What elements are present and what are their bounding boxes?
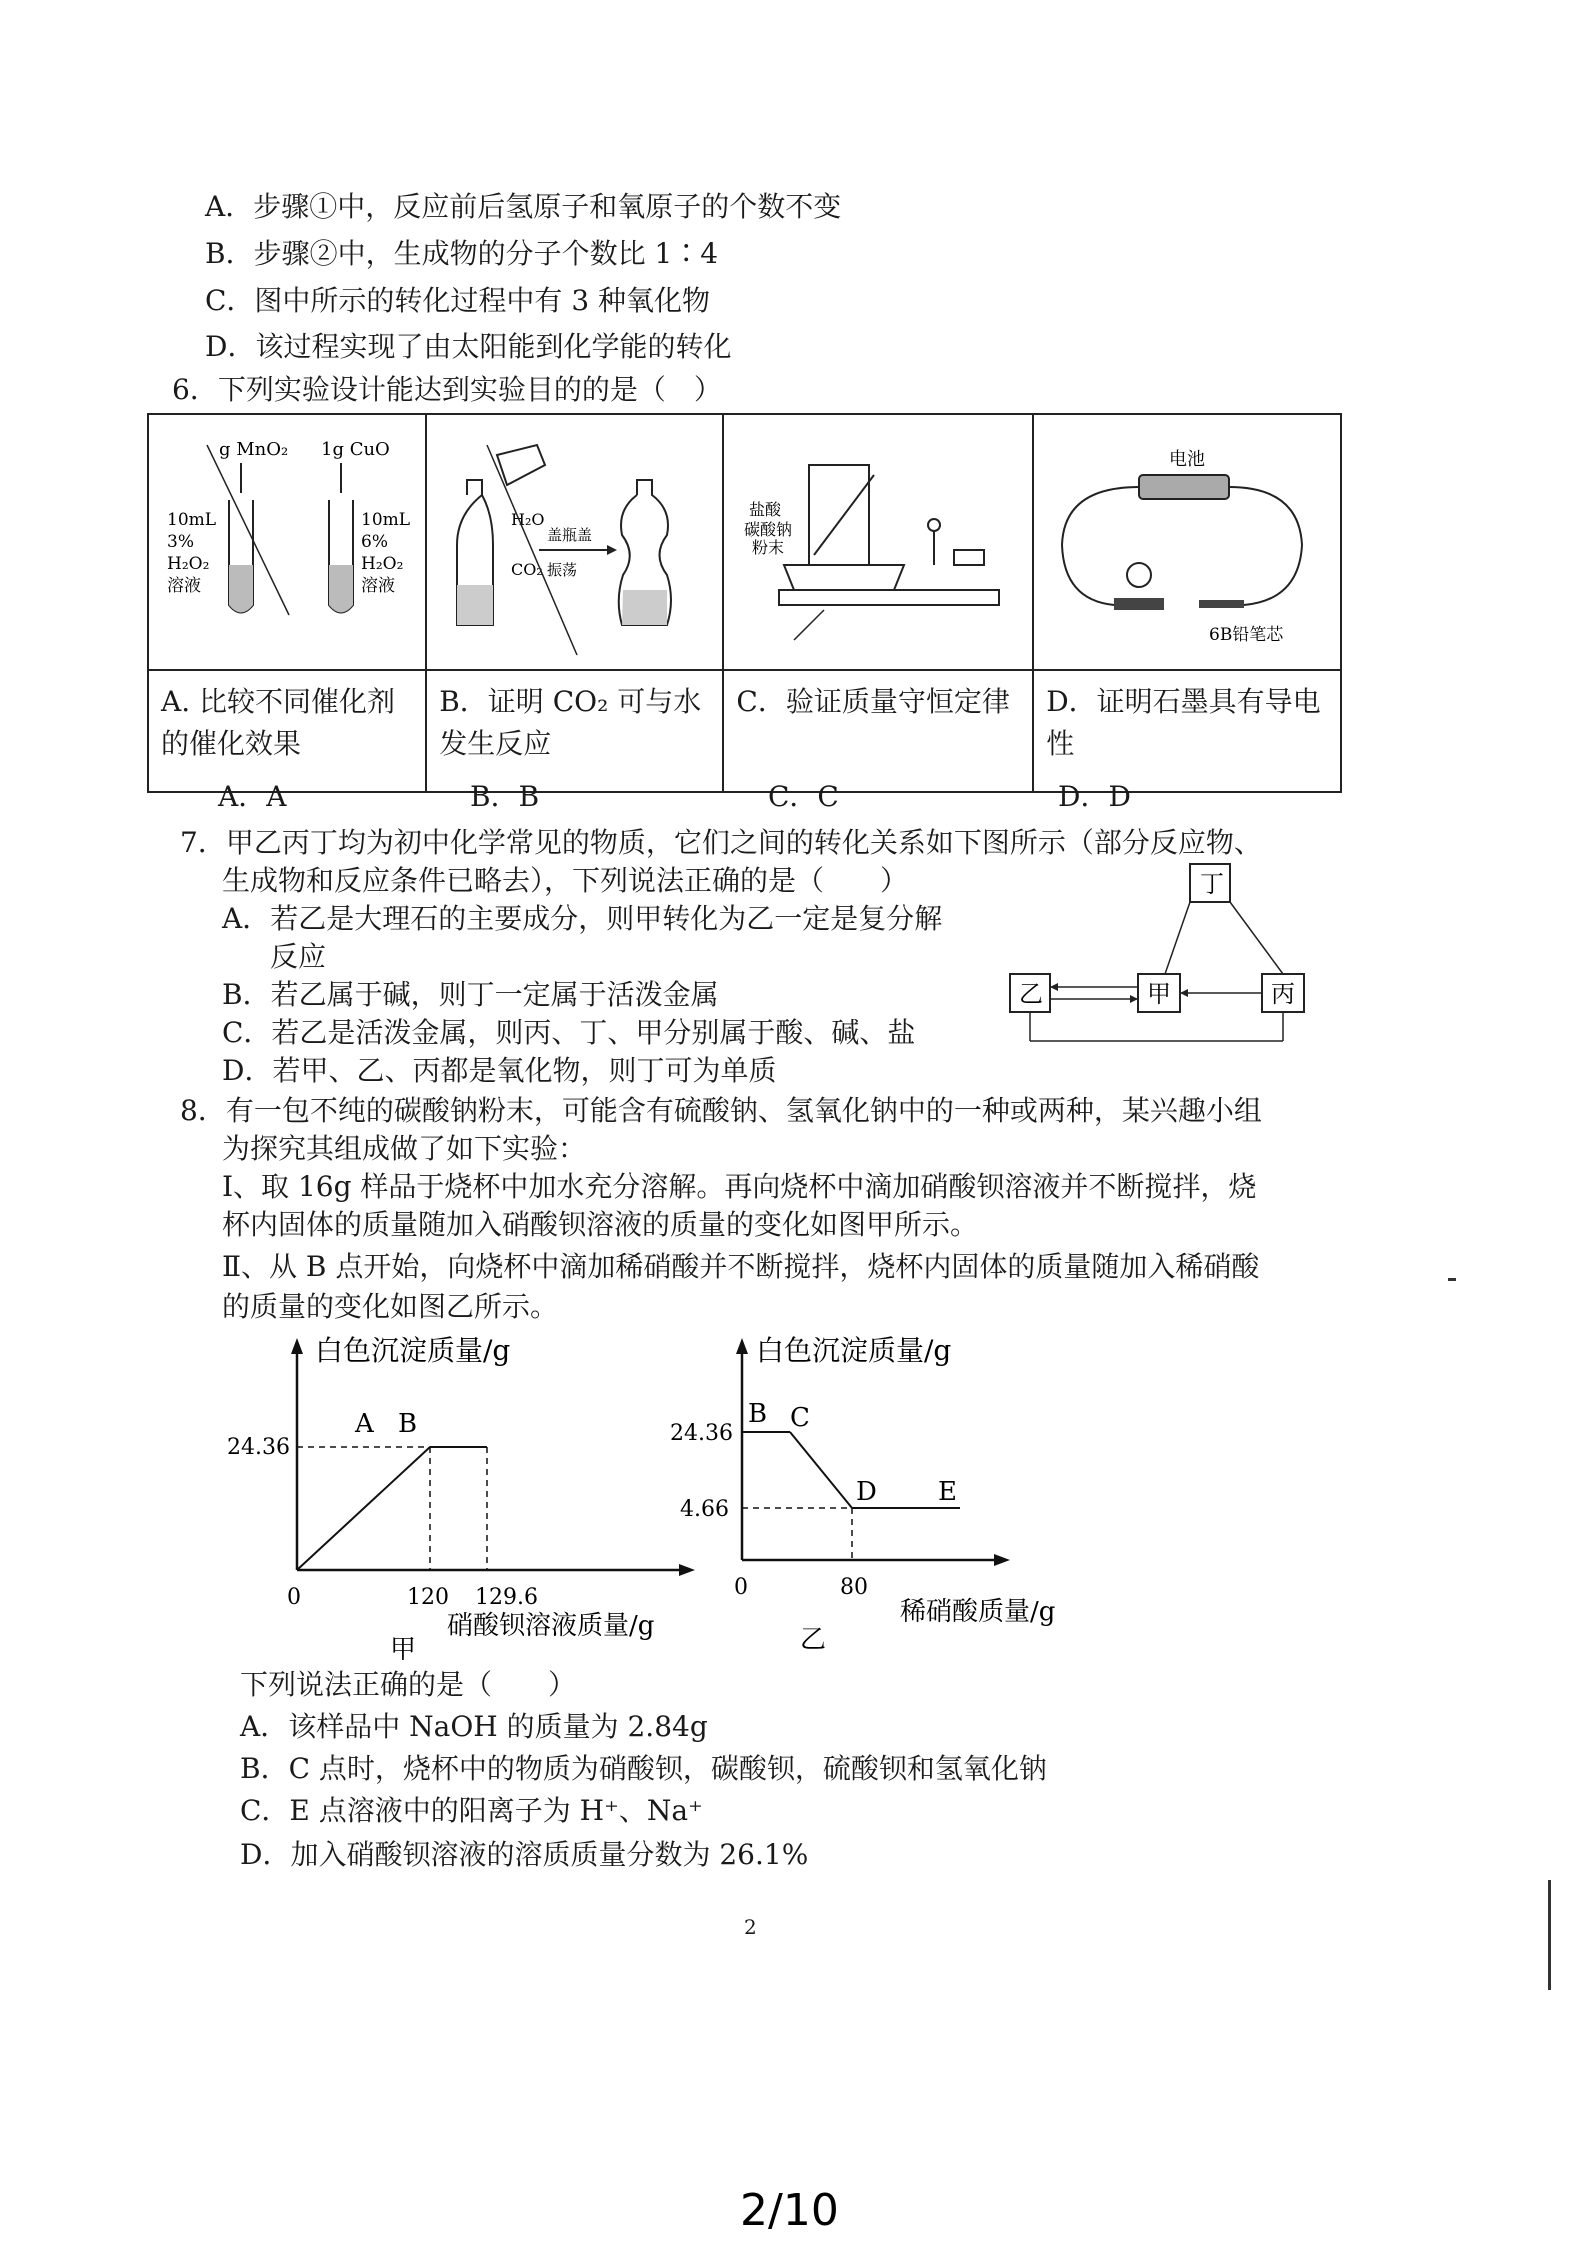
graph-yi-point-d: D	[856, 1477, 877, 1507]
fig-a-left-desc-3: 溶液	[167, 576, 201, 596]
q8-stem-line-2: 为探究其组成做了如下实验：	[222, 1132, 587, 1165]
fig-a-label-right: 1g CuO	[321, 439, 390, 460]
graph-jia-point-a: A	[355, 1409, 374, 1439]
fig-a-left-desc-0: 10mL	[167, 510, 217, 530]
graph-jia	[215, 1330, 715, 1660]
q8-option-c: C．E 点溶液中的阳离子为 H⁺、Na⁺	[240, 1794, 703, 1827]
node-yi: 乙	[1019, 980, 1043, 1008]
node-bing: 丙	[1271, 980, 1295, 1008]
q6-stem: 6．下列实验设计能达到实验目的的是（ ）	[172, 373, 722, 406]
q8-stem-line-5: Ⅱ、从 B 点开始，向烧杯中滴加稀硝酸并不断搅拌，烧杯内固体的质量随加入稀硝酸	[222, 1250, 1260, 1283]
graph-yi-point-b: B	[748, 1399, 768, 1429]
scan-dot-mark	[1448, 1278, 1456, 1281]
fig-c-powder-1: 碳酸钠	[744, 520, 793, 539]
graph-jia-ylabel: 白色沉淀质量/g	[315, 1334, 511, 1367]
q6-caption-c: C．验证质量守恒定律	[723, 670, 1033, 792]
graph-yi-point-e: E	[938, 1477, 957, 1507]
fig-b-h2o: H₂O	[511, 510, 545, 529]
q6-choice-b: B．B	[470, 780, 540, 813]
q7-relationship-diagram	[1000, 856, 1320, 1066]
q7-option-b: B．若乙属于碱，则丁一定属于活泼金属	[222, 978, 719, 1011]
fig-c-balance	[723, 414, 1033, 670]
q8-option-b: B．C 点时，烧杯中的物质为硝酸钡，碳酸钡，硫酸钡和氢氧化钠	[240, 1752, 1047, 1785]
graph-jia-y-tick: 24.36	[227, 1435, 290, 1460]
graph-jia-xlabel: 硝酸钡溶液质量/g	[447, 1611, 655, 1641]
q7-option-c: C．若乙是活泼金属，则丙、丁、甲分别属于酸、碱、盐	[222, 1016, 916, 1049]
fig-d-pencil: 6B铅笔芯	[1209, 625, 1284, 645]
q7-stem-line-2: 生成物和反应条件已略去），下列说法正确的是（ ）	[222, 864, 909, 897]
q6-experiment-table	[147, 413, 1342, 793]
fig-a-right-desc-0: 10mL	[361, 510, 411, 530]
fig-d-circuit	[1033, 414, 1341, 670]
fig-a-right-desc-2: H₂O₂	[361, 554, 404, 574]
fig-a-catalyst	[148, 414, 426, 670]
q8-ask: 下列说法正确的是（ ）	[240, 1668, 577, 1701]
node-jia: 甲	[1147, 980, 1171, 1008]
q7-stem-line-1: 7．甲乙丙丁均为初中化学常见的物质，它们之间的转化关系如下图所示（部分反应物、	[180, 826, 1262, 859]
q8-stem-line-6: 的质量的变化如图乙所示。	[222, 1290, 559, 1323]
graph-yi-x-tick-80: 80	[840, 1575, 868, 1600]
q6-caption-b: B．证明 CO₂ 可与水发生反应	[426, 670, 723, 792]
page-number: 2	[744, 1915, 757, 1939]
fig-b-cap: 盖瓶盖	[547, 526, 593, 544]
q7-option-d: D．若甲、乙、丙都是氧化物，则丁可为单质	[222, 1054, 777, 1087]
graph-jia-point-b: B	[398, 1409, 418, 1439]
graph-yi-y-tick-high: 24.36	[670, 1421, 733, 1446]
q8-option-a: A．该样品中 NaOH 的质量为 2.84g	[240, 1710, 708, 1743]
q6-caption-d: D．证明石墨具有导电性	[1033, 670, 1341, 792]
graph-yi-point-c: C	[790, 1403, 810, 1433]
q5-option-d: D．该过程实现了由太阳能到化学能的转化	[205, 330, 732, 363]
node-ding: 丁	[1200, 870, 1224, 898]
q6-caption-a: A. 比较不同催化剂的催化效果	[148, 670, 426, 792]
circuit-figure	[1034, 415, 1324, 665]
graph-yi	[660, 1330, 1120, 1670]
q7-option-a: A．若乙是大理石的主要成分，则甲转化为乙一定是复分解	[222, 902, 943, 935]
fig-b-co2	[426, 414, 723, 670]
q5-option-b: B．步骤②中，生成物的分子个数比 1∶4	[205, 237, 719, 270]
q8-stem-line-4: 杯内固体的质量随加入硝酸钡溶液的质量的变化如图甲所示。	[222, 1208, 979, 1241]
fig-a-left-desc-1: 3%	[167, 532, 194, 552]
q6-choice-a: A．A	[218, 780, 287, 813]
graph-jia-x-tick-0: 0	[287, 1585, 301, 1610]
fig-c-acid: 盐酸	[749, 500, 782, 519]
q8-option-d: D．加入硝酸钡溶液的溶质质量分数为 26.1%	[240, 1838, 809, 1871]
graph-yi-xlabel: 稀硝酸质量/g	[900, 1597, 1056, 1627]
graph-jia-x-tick-129: 129.6	[475, 1585, 538, 1610]
balance-figure	[724, 415, 1016, 665]
fig-b-co2: CO₂	[511, 560, 543, 579]
graph-jia-x-tick-120: 120	[407, 1585, 449, 1610]
q8-stem-line-3: Ⅰ、取 16g 样品于烧杯中加水充分溶解。再向烧杯中滴加硝酸钡溶液并不断搅拌，烧	[222, 1170, 1257, 1203]
q5-option-c: C．图中所示的转化过程中有 3 种氧化物	[205, 284, 711, 317]
fig-b-shake: 振荡	[547, 561, 578, 579]
graph-jia-name: 甲	[390, 1635, 417, 1660]
q8-stem-line-1: 8．有一包不纯的碳酸钠粉末，可能含有硫酸钠、氢氧化钠中的一种或两种，某兴趣小组	[180, 1094, 1262, 1127]
q6-choice-d: D．D	[1058, 780, 1131, 813]
fig-a-label-left: g MnO₂	[219, 439, 289, 460]
q6-choice-c: C．C	[768, 780, 839, 813]
fig-d-battery: 电池	[1169, 449, 1206, 470]
fig-a-right-desc-3: 溶液	[361, 576, 395, 596]
graph-yi-name: 乙	[800, 1625, 827, 1655]
page-footer: 2/10	[740, 2185, 839, 2236]
fig-a-left-desc-2: H₂O₂	[167, 554, 210, 574]
scan-edge-mark	[1548, 1880, 1551, 1990]
fig-c-powder-2: 粉末	[752, 538, 785, 557]
graph-yi-x-tick-0: 0	[734, 1575, 748, 1600]
co2-bottle-figure	[427, 415, 707, 665]
graph-yi-y-tick-low: 4.66	[680, 1497, 729, 1522]
catalyst-tubes-figure	[149, 415, 411, 665]
q7-option-a-cont: 反应	[270, 940, 327, 973]
graph-yi-ylabel: 白色沉淀质量/g	[756, 1334, 952, 1367]
fig-a-right-desc-1: 6%	[361, 532, 388, 552]
q5-option-a: A．步骤①中，反应前后氢原子和氧原子的个数不变	[205, 190, 842, 223]
